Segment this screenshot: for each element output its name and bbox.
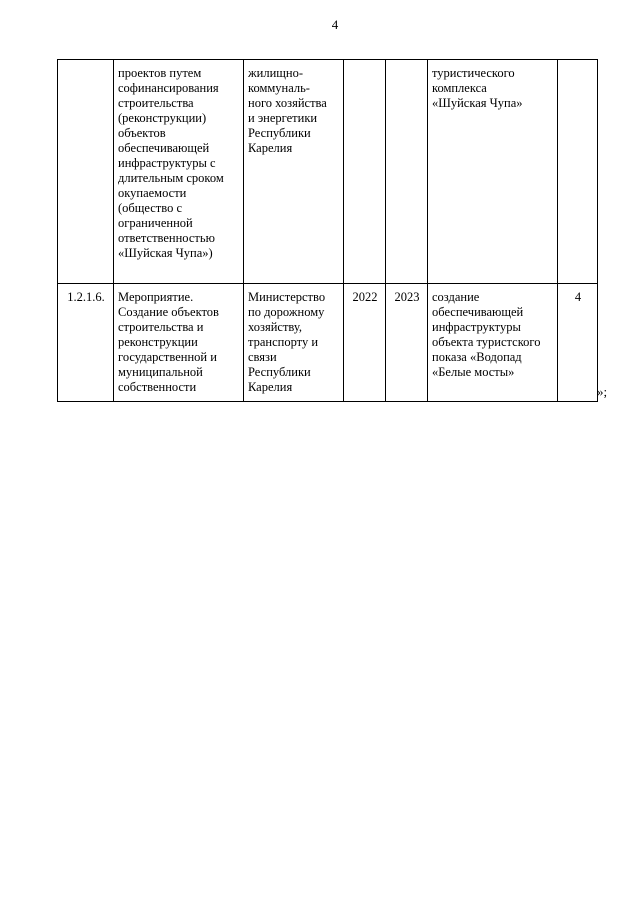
- start-year-cell: 2022: [344, 284, 386, 402]
- measure-number-cell: [58, 60, 114, 284]
- table-row: [58, 60, 598, 284]
- table-row: [58, 284, 598, 402]
- closing-quote-mark: »;: [597, 384, 608, 399]
- measures-table: [57, 59, 598, 402]
- count-cell: [558, 60, 598, 284]
- measure-name-cell: проектов путем софинансирования строительства (реконструкции) объектов обеспечивающей инфраструктуры с длительным сроком окупаемости (общество с ограниченной ответственностью «Шуйская Чупа»): [114, 60, 244, 284]
- end-year-cell: 2023: [386, 284, 428, 402]
- start-year-cell: [344, 60, 386, 284]
- result-cell: туристического комплекса «Шуйская Чупа»: [428, 60, 558, 284]
- end-year-cell: [386, 60, 428, 284]
- count-cell: 4: [558, 284, 598, 402]
- result-cell: создание обеспечивающей инфраструктуры объекта туристского показа «Водопад «Белые мосты»: [428, 284, 558, 402]
- measure-number-cell: 1.2.1.6.: [58, 284, 114, 402]
- executor-cell: жилищно- коммуналь- ного хозяйства и энергетики Республики Карелия: [244, 60, 344, 284]
- executor-cell: Министерство по дорожному хозяйству, транспорту и связи Республики Карелия: [244, 284, 344, 402]
- measure-name-cell: Мероприятие. Создание объектов строительства и реконструкции государственной и муниципальной собственности: [114, 284, 244, 402]
- page-number: 4: [331, 17, 339, 32]
